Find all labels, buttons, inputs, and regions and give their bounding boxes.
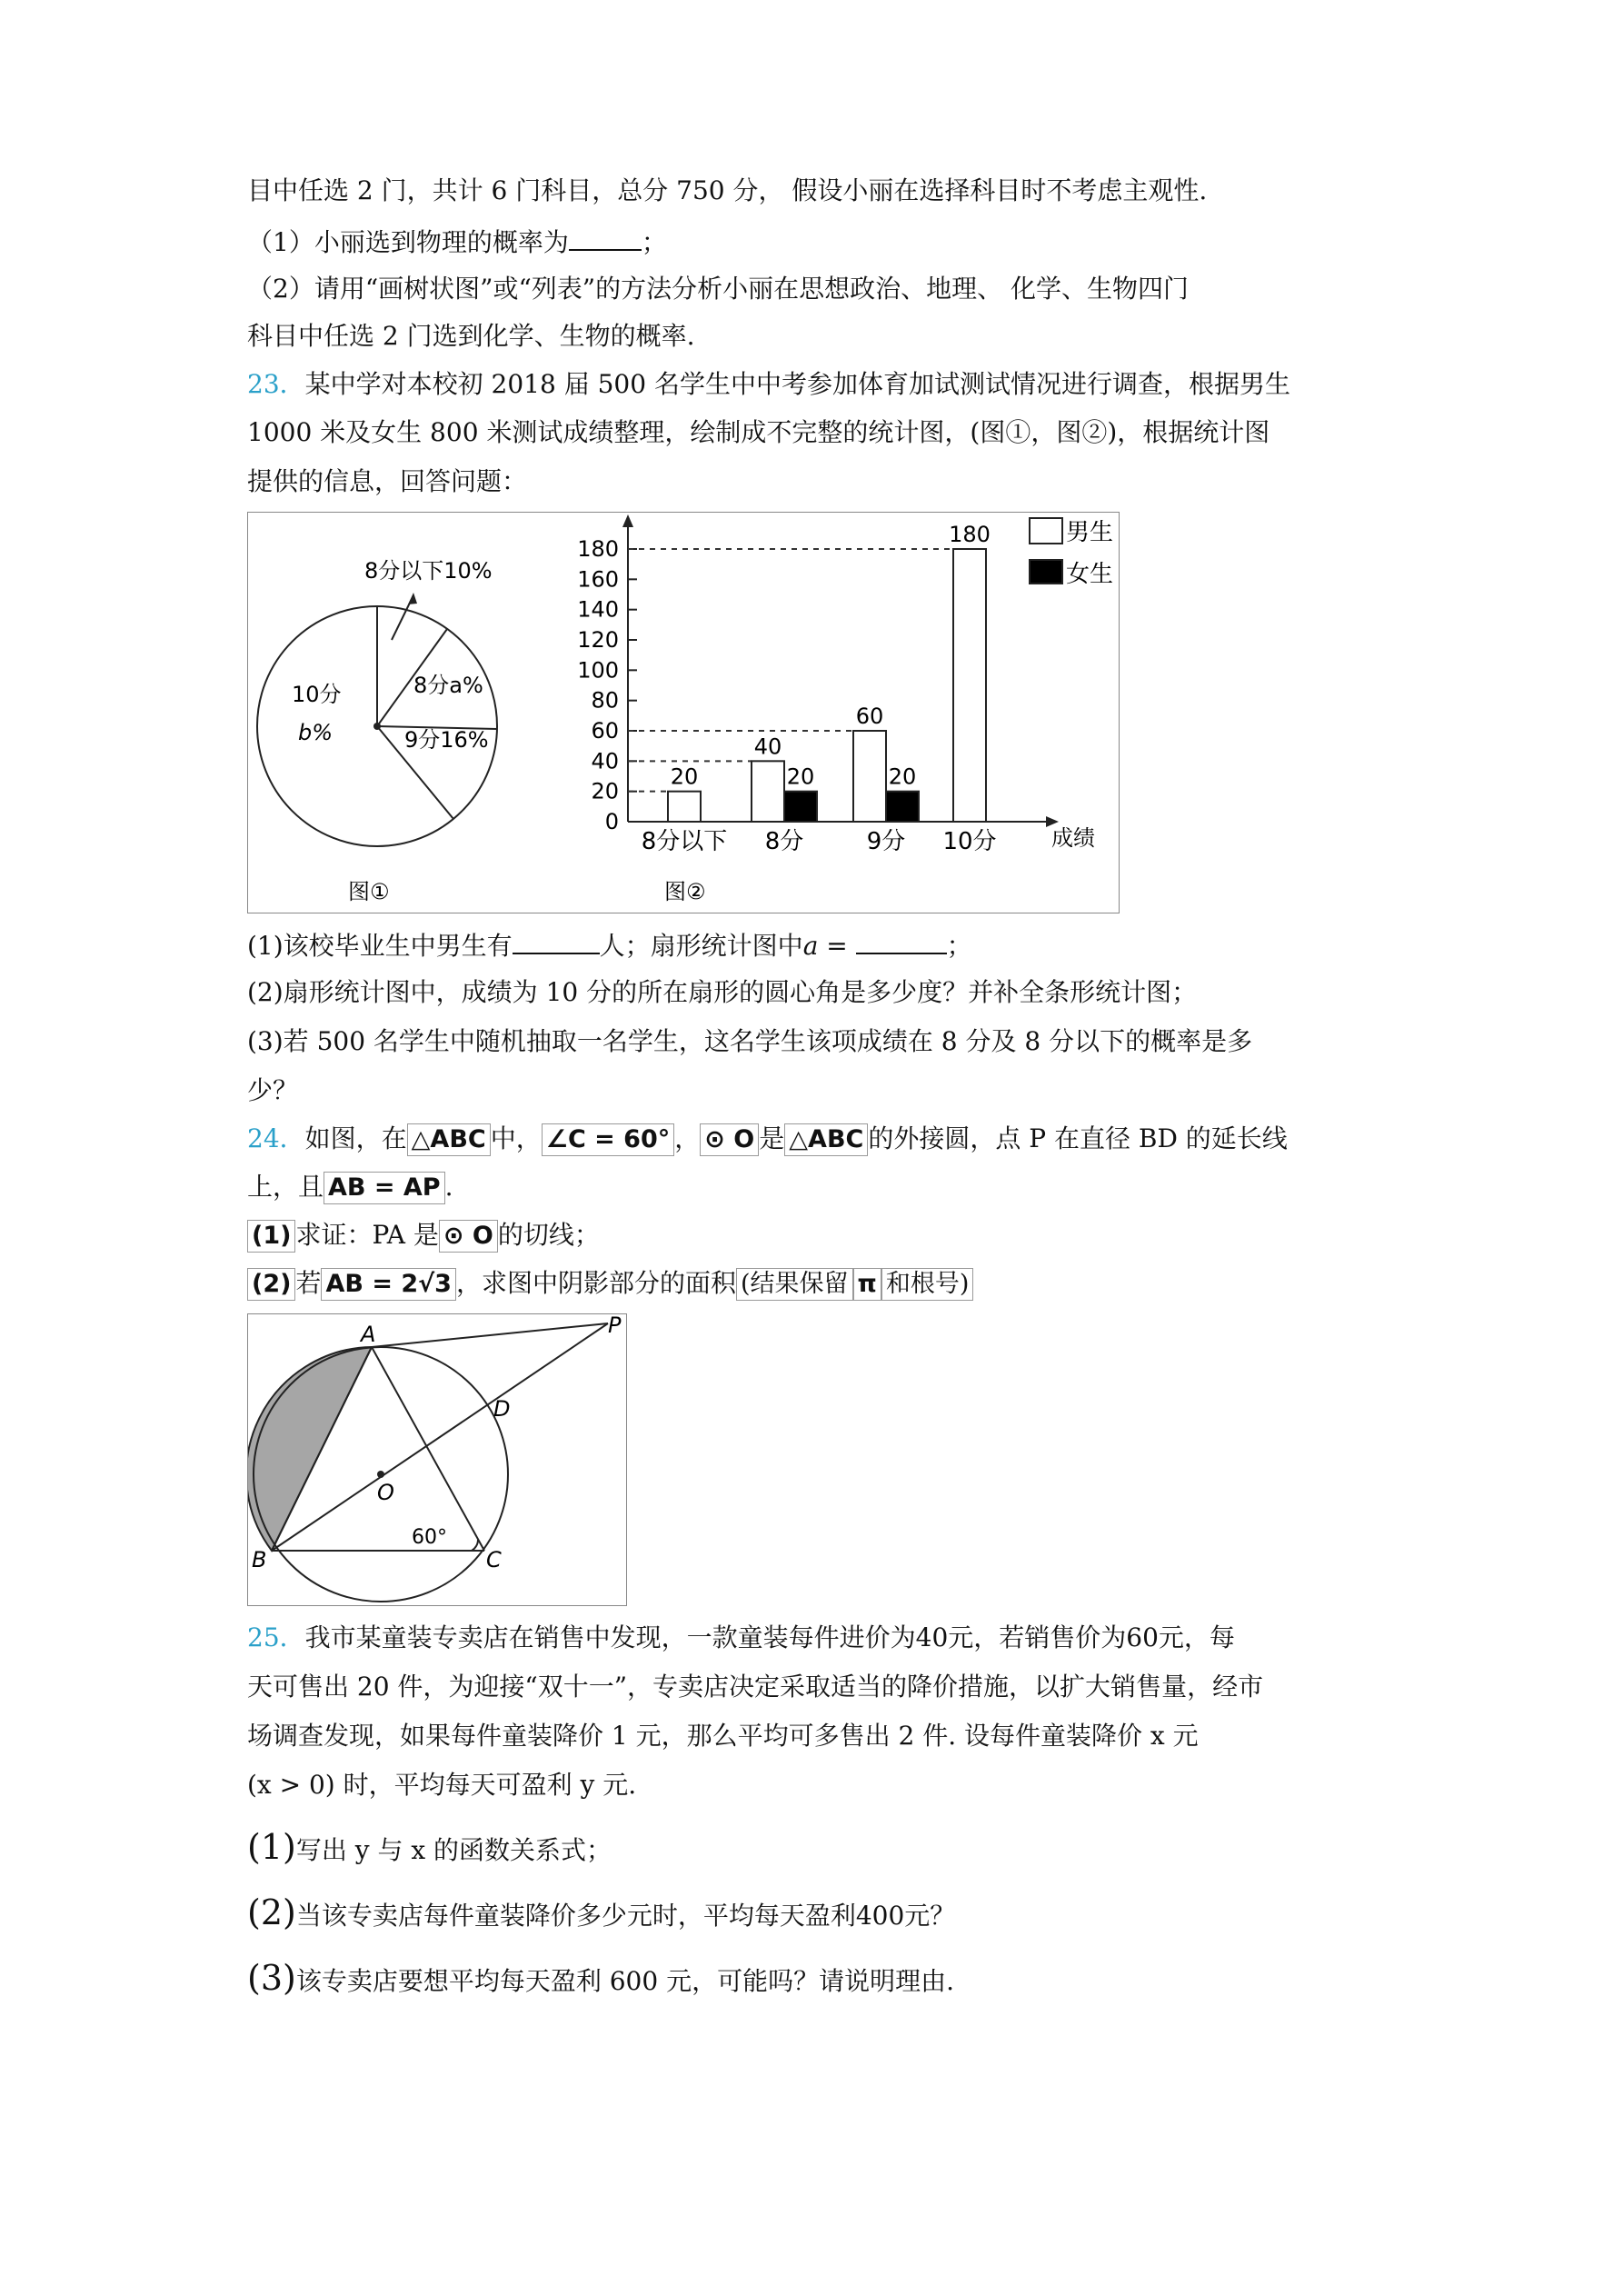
label-o: O [377,1480,394,1505]
q25-sub1-text: 写出 y 与 x 的函数关系式； [295,1835,612,1865]
q25-sub3-number: (3) [247,1958,296,1998]
q24-t3: ， [674,1123,701,1153]
q24-line2-a: 上，且 [247,1172,324,1202]
label-b: B [252,1547,267,1572]
x-tick-label-0: 8分以下 [641,828,728,855]
legend-label-male: 男生 [1066,519,1114,546]
q22-sub2-line1: （2）请用“画树状图”或“列表”的方法分析小丽在思想政治、地理、 化学、生物四门 [247,274,1189,304]
q22-sub2-line2: 科目中任选 2 门选到化学、生物的概率. [247,321,695,351]
q25-sub3 [247,1960,954,2000]
formula-triangle-abc: △ABC [407,1123,491,1156]
pie-center-dot [373,723,381,730]
bar-male-0 [668,792,701,822]
q24-sub2 [247,1265,973,1302]
q25-sub2-number: (2) [247,1892,296,1932]
q24-sub2-d: 和根号) [881,1268,974,1301]
q23-sub1 [247,925,972,964]
answer-blank [569,222,642,251]
q22-line1: 目中任选 2 门，共计 6 门科目，总分 750 分， 假设小丽在选择科目时不考虑主观性. [247,175,1208,205]
bar-male-3 [953,549,986,822]
bar-chart [577,514,1113,904]
y-tick-label-1: 20 [591,778,619,804]
legend-swatch-male [1030,518,1062,544]
q23-sub1-var: a [802,931,819,961]
q24-sub1-number: (1) [247,1220,295,1253]
y-tick-label-3: 60 [591,718,619,744]
q25-sub2 [247,1894,955,1934]
q23-sub1-c: = [818,931,856,961]
q23-sub1-b: 人；扇形统计图中 [599,931,803,961]
q24-t1: 如图，在 [304,1123,407,1153]
x-tick-label-2: 9分 [866,828,906,855]
bar-male-label-0: 20 [670,764,699,790]
q23-line1 [247,366,1290,403]
bar-female-label-1: 20 [786,764,815,790]
pie-label-9: 9分16% [404,727,489,753]
q24-sub2-number: (2) [247,1268,295,1301]
pie-label-b: b% [298,720,334,745]
y-tick-label-9: 180 [577,536,619,562]
y-tick-label-5: 100 [577,657,619,684]
y-tick-label-6: 120 [577,627,619,653]
q23-sub3-line2: 少？ [247,1075,299,1105]
bar-male-label-2: 60 [855,704,884,729]
x-labels [642,828,997,855]
q23-line3: 提供的信息，回答问题： [247,466,528,496]
q22-sub1 [247,222,667,261]
legend-swatch-female [1030,560,1062,584]
label-angle-60: 60° [412,1526,447,1549]
formula-ab-2root3: AB = 2√3 [321,1268,455,1301]
q25-sub1 [247,1829,612,1869]
label-p: P [608,1314,622,1338]
q25-line3: 场调查发现，如果每件童装降价 1 元，那么平均可多售出 2 件. 设每件童装降价 x 元 [247,1721,1199,1751]
q24-line2 [247,1169,453,1205]
formula-circle-o: ⊙ O [700,1123,759,1156]
q22-sub1-text: （1）小丽选到物理的概率为 [247,227,569,257]
q23-number: 23． [247,369,305,399]
label-c: C [486,1547,502,1572]
pie-label-below8: 8分以下10% [364,558,493,584]
y-tick-label-8: 160 [577,566,619,593]
bar-female-1 [784,792,817,822]
bars [668,522,991,822]
guide-lines [628,549,953,792]
q24-t5: 的外接圆，点 P 在直径 BD 的延长线 [868,1123,1288,1153]
answer-blank [856,925,947,954]
q25-line1 [247,1620,1235,1656]
y-tick-label-7: 140 [577,596,619,623]
bar-caption: 图② [664,879,706,904]
x-axis-label: 成绩 [1051,825,1095,851]
label-d: D [493,1396,511,1422]
q25-line2: 天可售出 20 件，为迎接“双十一”，专卖店决定采取适当的降价措施，以扩大销售量，经市 [247,1672,1264,1702]
segment-ap [372,1323,608,1347]
q24-line1 [247,1121,1288,1157]
q24-number: 24． [247,1123,305,1153]
q24-t2: 中， [490,1123,542,1153]
q24-t4: 是 [759,1123,785,1153]
q25-text: 我市某童装专卖店在销售中发现，一款童装每件进价为40元，若销售价为60元，每 [304,1622,1235,1652]
q24-sub1-b: 的切线； [497,1220,600,1250]
x-tick-label-1: 8分 [764,828,804,855]
bar-male-label-3: 180 [949,522,991,547]
q23-figure [247,512,1120,913]
formula-pi: π [853,1268,881,1301]
shaded-segment [248,1347,372,1551]
pie-chart [257,558,497,904]
pie-arrow-head [408,593,417,604]
y-axis-arrow [622,514,633,527]
pie-label-8: 8分a% [413,673,483,698]
center-dot [377,1471,384,1478]
q22-sub1-end: ； [641,227,667,257]
q23-figure-svg [248,513,1119,913]
bar-male-label-1: 40 [753,734,782,760]
q24-geometry-svg [248,1314,626,1605]
q23-sub1-end: ； [946,931,972,961]
angle-arc [472,1540,478,1551]
q23-sub1-a: (1)该校毕业生中男生有 [247,931,513,961]
segment-ac [372,1347,484,1551]
x-tick-label-3: 10分 [942,828,997,855]
q25-sub3-text: 该专卖店要想平均每天盈利 600 元，可能吗？请说明理由. [295,1966,954,1996]
q23-line2: 1000 米及女生 800 米测试成绩整理，绘制成不完整的统计图，(图①，图②)，根据统计图 [247,417,1270,447]
formula-triangle-abc-2: △ABC [784,1123,868,1156]
y-tick-label-4: 80 [591,687,619,714]
pie-label-10: 10分 [292,682,342,707]
q25-sub1-number: (1) [247,1827,296,1867]
formula-circle-o-3: ⊙ O [439,1220,498,1253]
bar-female-2 [886,792,919,822]
q24-sub2-c: (结果保留 [736,1268,853,1301]
q25-line4: (x > 0) 时，平均每天可盈利 y 元. [247,1770,637,1800]
y-tick-label-0: 0 [604,809,619,834]
formula-angle-c: ∠C = 60° [542,1123,675,1156]
label-a: A [361,1322,376,1347]
q25-sub2-text: 当该专卖店每件童装降价多少元时，平均每天盈利400元？ [295,1901,956,1931]
q24-sub2-b: ，求图中阴影部分的面积 [455,1268,736,1298]
bar-female-label-2: 20 [888,764,917,790]
q25-number: 25． [247,1622,305,1652]
y-tick-label-2: 40 [591,748,619,774]
answer-blank [513,925,600,954]
bar-male-2 [853,731,886,822]
formula-ab-ap: AB = AP [324,1172,445,1204]
q24-sub1 [247,1217,600,1253]
pie-arrow-line [392,599,412,640]
q23-text: 某中学对本校初 2018 届 500 名学生中中考参加体育加试测试情况进行调查，根据男生 [304,369,1290,399]
bar-male-1 [752,761,784,822]
q24-sub1-a: 求证：PA 是 [295,1220,439,1250]
q24-figure [247,1313,627,1606]
q24-sub2-a: 若 [295,1268,322,1298]
q23-sub2: (2)扇形统计图中，成绩为 10 分的所在扇形的圆心角是多少度？并补全条形统计图； [247,977,1198,1007]
q23-sub3-line1: (3)若 500 名学生中随机抽取一名学生，这名学生该项成绩在 8 分及 8 分以下的概率是多 [247,1026,1253,1056]
pie-caption: 图① [348,879,390,904]
legend-label-female: 女生 [1066,561,1114,588]
q24-line2-b: . [444,1172,453,1202]
